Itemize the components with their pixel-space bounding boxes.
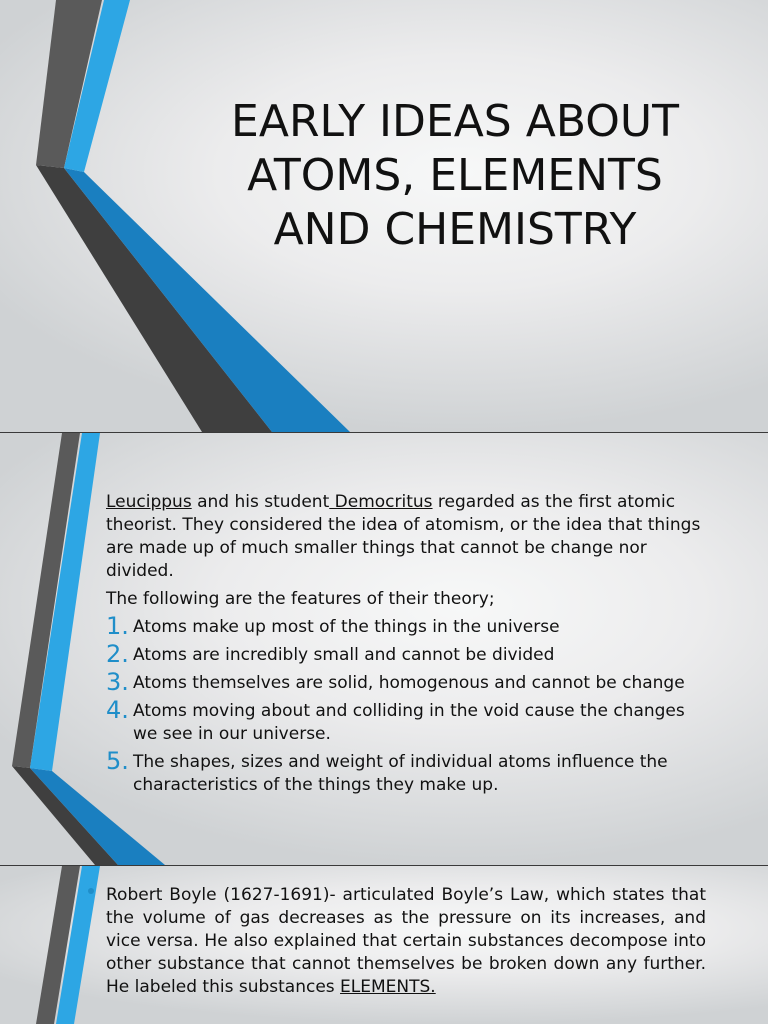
list-number: 4. bbox=[106, 696, 129, 724]
name-democritus: Democritus bbox=[329, 492, 433, 512]
list-number: 1. bbox=[106, 612, 129, 640]
list-item bbox=[106, 696, 706, 746]
name-leucippus: Leucippus bbox=[106, 492, 192, 512]
list-item-text: Atoms are incredibly small and cannot be divided bbox=[133, 645, 555, 665]
content-slide-boyle bbox=[0, 866, 768, 1024]
list-number: 3. bbox=[106, 668, 129, 696]
slide-body bbox=[106, 491, 706, 802]
content-slide-atomism bbox=[0, 433, 768, 865]
term-elements: ELEMENTS. bbox=[340, 977, 436, 997]
intro-paragraph bbox=[106, 491, 706, 583]
intro-text: and his student bbox=[191, 492, 330, 512]
list-item-text: Atoms themselves are solid, homogenous and cannot be change bbox=[133, 673, 685, 693]
title-slide bbox=[0, 0, 768, 432]
list-item bbox=[106, 747, 706, 797]
list-item-text: The shapes, sizes and weight of individual atoms influence the characteristics of the things they make up. bbox=[133, 752, 668, 795]
page-title bbox=[190, 95, 720, 257]
lead-paragraph: The following are the features of their theory; bbox=[106, 589, 495, 609]
intro-text: regarded as the first atomic theorist. They considered the idea of atomism, or the idea that things are made up of much smaller things that cannot be change nor divided. bbox=[106, 492, 701, 581]
list-item-text: Atoms make up most of the things in the universe bbox=[133, 617, 560, 637]
list-item bbox=[106, 640, 706, 668]
title-line: ATOMS, ELEMENTS bbox=[247, 150, 663, 201]
list-item-text: Atoms moving about and colliding in the void cause the changes we see in our universe. bbox=[133, 701, 685, 744]
title-line: EARLY IDEAS ABOUT bbox=[231, 96, 679, 147]
list-item bbox=[106, 668, 706, 696]
boyle-text: Robert Boyle (1627-1691)- articulated Boyle’s Law, which states that the volume of gas decreases as the pressure on its increases, and vice versa. He also explained that certain substances decompose into other substance that cannot themselves be broken down any further. He labeled this substances bbox=[106, 885, 706, 997]
slide-body bbox=[106, 884, 706, 999]
list-item bbox=[106, 612, 706, 640]
bullet-icon bbox=[88, 888, 94, 894]
list-number: 5. bbox=[106, 747, 129, 775]
feature-list bbox=[106, 612, 706, 797]
list-number: 2. bbox=[106, 640, 129, 668]
title-line: AND CHEMISTRY bbox=[273, 204, 637, 255]
